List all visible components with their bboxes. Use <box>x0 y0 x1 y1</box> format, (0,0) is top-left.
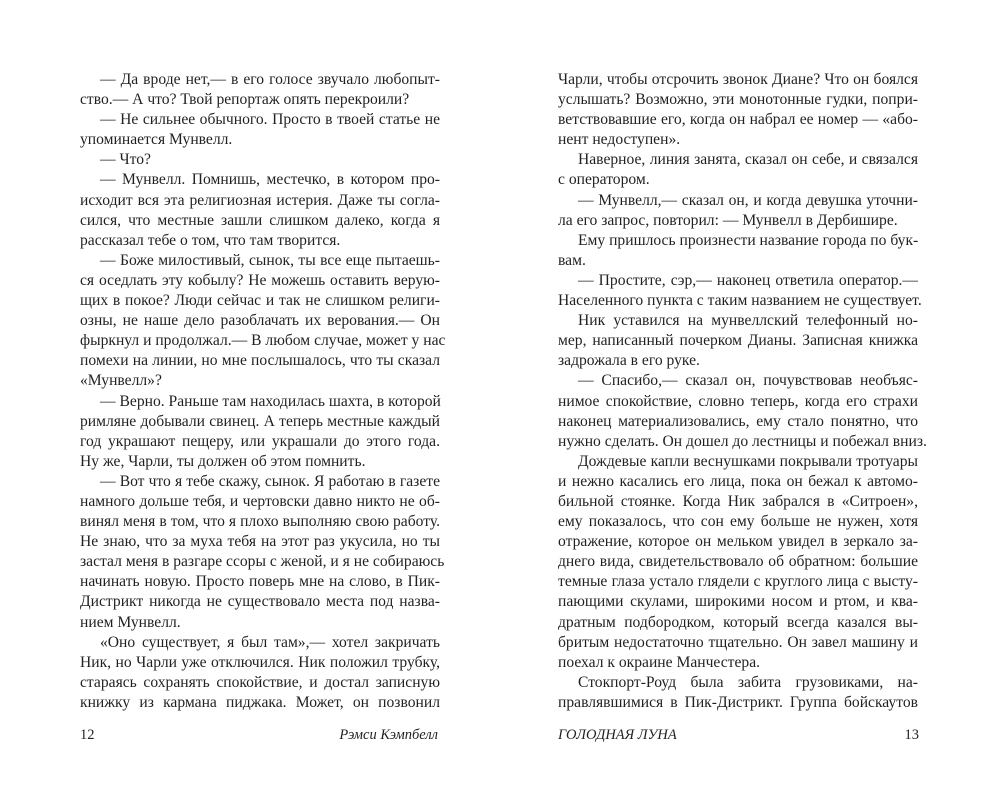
text-line: помехи на линии, но мне послышалось, что ты сказал <box>80 352 440 370</box>
text-line: — Не сильнее обычного. Просто в твоей статье не <box>100 111 440 129</box>
text-line: днего вида, свидетельствовало об обратном: большие <box>558 553 918 571</box>
text-line: винял меня в том, что я плохо выполняю свою работу. <box>80 513 440 531</box>
text-line: — Боже милостивый, сынок, ты все еще пытаешь- <box>100 251 440 269</box>
text-line: Дождевые капли веснушками покрывали тротуары <box>578 452 918 470</box>
paragraph <box>80 251 446 392</box>
paragraph <box>80 170 440 250</box>
text-line: с оператором. <box>558 171 650 189</box>
text-line: фыркнул и продолжал.— В любом случае, может у нас <box>80 332 446 350</box>
text-line: «Мунвелл»? <box>80 372 162 390</box>
paragraph <box>80 472 445 633</box>
left-page-text <box>80 70 446 713</box>
text-line: бритым недостаточно тщательно. Он завел машину и <box>558 633 918 651</box>
text-line: нужно сделать. Он дошел до лестницы и побежал вниз. <box>558 432 927 450</box>
text-line: застал меня в разгаре ссоры с женой, и я не собираюсь <box>80 553 445 571</box>
text-line: Чарли, чтобы отсрочить звонок Диане? Что он боялся <box>558 71 918 88</box>
text-line: стараясь сохранять спокойствие, и достал записную <box>80 673 440 691</box>
running-head-author: Рэмси Кэмпбелл <box>339 727 438 743</box>
text-line: римляне добывали свинец. А теперь местные каждый <box>80 412 440 430</box>
paragraph <box>80 70 440 110</box>
text-line: «Оно существует, я был там»,— хотел закричать <box>100 633 440 651</box>
text-line: Стокпорт-Роуд была забита грузовиками, на- <box>578 673 918 691</box>
right-page-text <box>558 70 927 713</box>
text-line: ство.— А что? Твой репортаж опять перекроили? <box>80 91 410 109</box>
text-line: нимое спокойствие, словно теперь, когда его страхи <box>558 392 918 410</box>
text-line: упоминается Мунвелл. <box>80 131 233 149</box>
text-line: начинать новую. Просто поверь мне на слово, в Пик- <box>80 573 440 591</box>
text-line: Населенного пункта с таким названием не существует. <box>558 292 922 310</box>
text-line: рассказал тебе о том, что там творится. <box>80 231 341 249</box>
text-line: озны, не наше дело разоблачать их верования.— Он <box>80 312 440 330</box>
text-line: — Мунвелл. Помнишь, местечко, в котором про- <box>100 171 440 189</box>
text-line: бильной стоянке. Когда Ник забрался в «Ситроен», <box>558 492 918 510</box>
paragraph <box>558 673 918 713</box>
paragraph <box>80 110 440 150</box>
text-line: исходит вся эта религиозная истерия. Даже ты согла- <box>80 191 440 209</box>
paragraph <box>558 452 918 673</box>
page-number-left: 12 <box>80 727 95 743</box>
text-line: — Верно. Раньше там находилась шахта, в которой <box>100 392 441 410</box>
paragraph <box>80 633 440 713</box>
text-line: намного дольше тебя, и чертовски давно никто не об- <box>80 492 440 510</box>
text-line: — Вот что я тебе скажу, сынок. Я работаю в газете <box>100 472 440 490</box>
text-line: правлявшимися в Пик-Дистрикт. Группа бойскаутов <box>558 693 918 711</box>
text-line: пающими скулами, широкими носом и ртом, и ква- <box>558 593 918 611</box>
text-line: наконец материализовались, ему стало понятно, что <box>558 412 918 430</box>
right-page <box>500 0 1000 808</box>
paragraph <box>558 150 918 190</box>
text-line: нием Мунвелл. <box>80 613 181 631</box>
paragraph <box>558 70 918 150</box>
text-line: Ник уставился на мунвеллский телефонный но- <box>578 312 918 330</box>
text-line: ему показалось, что сон ему больше не нужен, хотя <box>558 513 918 531</box>
text-line: Ник, но Чарли уже отключился. Ник положил трубку, <box>80 653 440 671</box>
text-line: год украшают пещеру, или украшали до этого года. <box>80 432 440 450</box>
text-line: Дистрикт никогда не существовало места под назва- <box>80 593 440 611</box>
text-line: услышать? Возможно, эти монотонные гудки, попри- <box>558 91 918 109</box>
text-line: поехал к окраине Манчестера. <box>558 653 761 671</box>
paragraph <box>558 191 918 231</box>
text-line: дратным подбородком, который всегда казался вы- <box>558 613 918 631</box>
paragraph <box>80 392 440 472</box>
text-line: — Мунвелл,— сказал он, и когда девушка уточни- <box>578 191 918 209</box>
text-line: сился, что местные зашли слишком далеко, когда я <box>80 211 440 229</box>
text-line: Наверное, линия занята, сказал он себе, и связался <box>578 151 918 169</box>
text-line: ветствовавшие его, когда он набрал ее номер — «або- <box>558 111 918 129</box>
text-line: — Что? <box>100 151 151 169</box>
paragraph <box>558 311 918 371</box>
paragraph <box>558 271 922 311</box>
text-line: нент недоступен». <box>558 131 681 149</box>
text-line: ла его запрос, повторил: — Мунвелл в Дербишире. <box>558 211 898 229</box>
text-line: Ну же, Чарли, ты должен об этом помнить. <box>80 452 366 470</box>
text-line: мер, написанный почерком Дианы. Записная книжка <box>558 332 918 350</box>
text-line: — Спасибо,— сказал он, почувствовав необъяс- <box>578 372 918 390</box>
paragraph <box>80 150 440 170</box>
paragraph <box>558 231 918 271</box>
text-line: Не знаю, что за муха тебя на этот раз укусила, но ты <box>80 533 440 551</box>
text-line: вам. <box>558 251 586 269</box>
text-line: задрожала в его руке. <box>558 352 700 370</box>
paragraph <box>558 371 927 451</box>
text-line: — Да вроде нет,— в его голосе звучало любопыт- <box>100 71 440 88</box>
text-line: и нежно касались его лица, пока он бежал к автомо- <box>558 472 918 490</box>
text-line: Ему пришлось произнести название города по бук- <box>578 231 919 249</box>
text-line: книжку из кармана пиджака. Может, он позвонил <box>80 693 440 711</box>
running-head-title: ГОЛОДНАЯ ЛУНА <box>558 727 677 743</box>
page-number-right: 13 <box>904 727 919 743</box>
text-line: — Простите, сэр,— наконец ответила оператор.— <box>578 271 918 289</box>
text-line: отражение, которое он мельком увидел в зеркало за- <box>558 533 918 551</box>
text-line: ся оседлать эту кобылу? Не можешь оставить верую- <box>80 271 440 289</box>
text-line: щих в покое? Люди сейчас и так не слишком религи- <box>80 292 440 310</box>
text-line: темные глаза устало глядели с круглого лица с высту- <box>558 573 918 591</box>
